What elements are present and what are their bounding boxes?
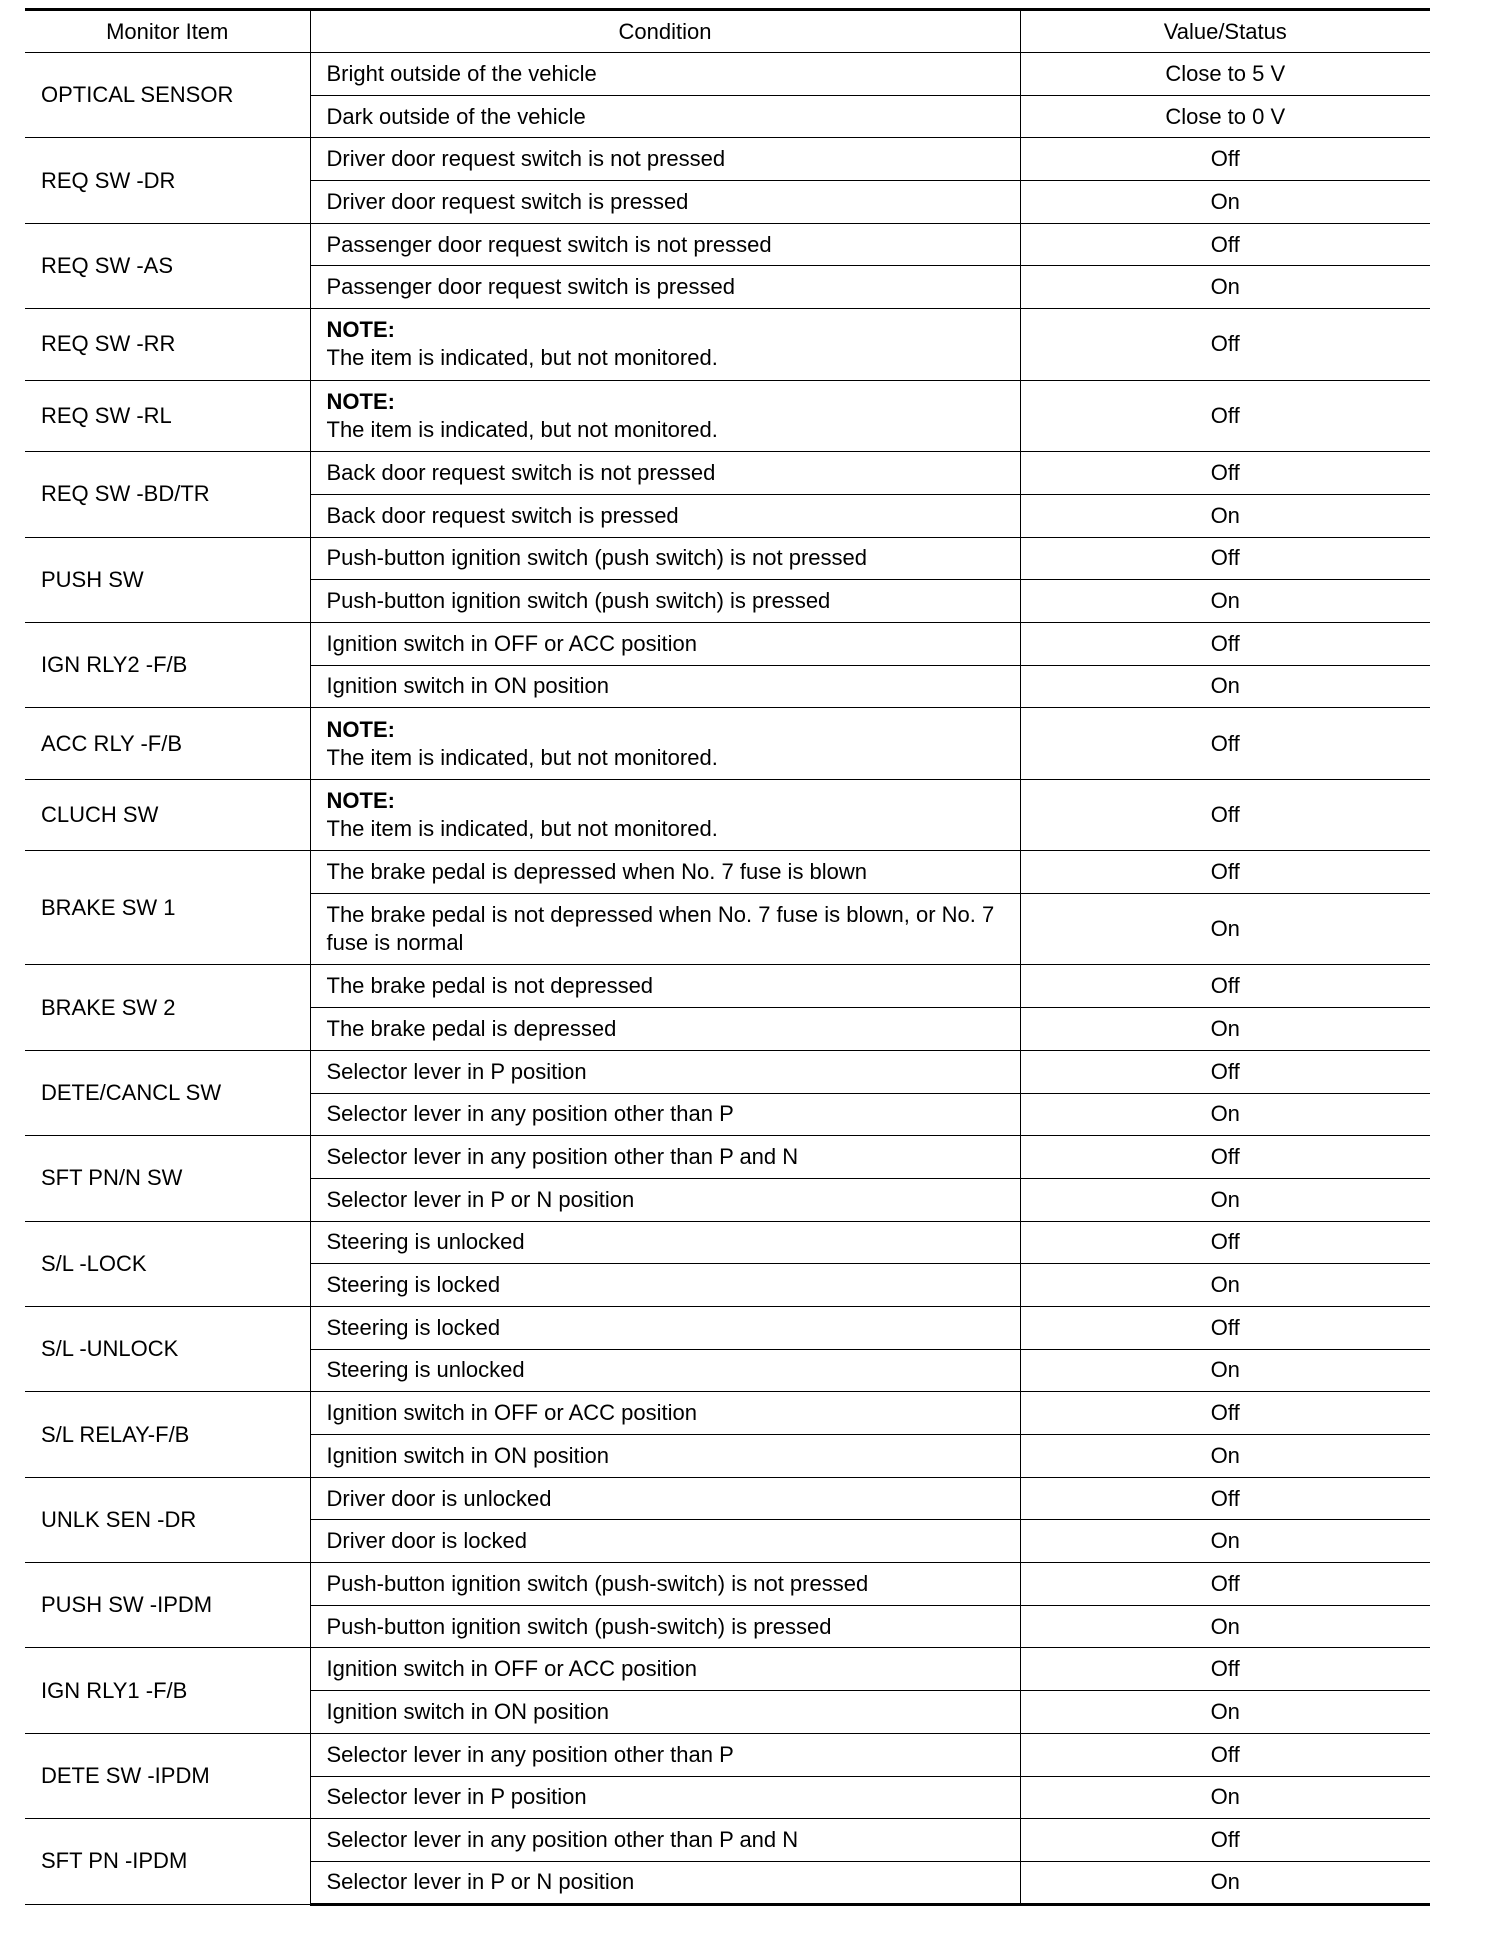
value-status-cell: On [1020,665,1430,708]
table-row [25,1392,1430,1435]
condition-cell: The brake pedal is not depressed when No. 7 fuse is blown, or No. 7 fuse is normal [310,893,1020,965]
table-row [25,138,1430,181]
value-status-cell: On [1020,1691,1430,1734]
table-row [25,1477,1430,1520]
value-status-cell: On [1020,580,1430,623]
value-status-cell: Off [1020,1648,1430,1691]
note-label: NOTE: [326,716,395,742]
condition-cell: Selector lever in any position other than P and N [310,1819,1020,1862]
monitor-item-cell: DETE/CANCL SW [25,1050,310,1135]
table-row [25,708,1430,780]
note-label: NOTE: [326,317,395,343]
value-status-cell: Off [1020,779,1430,851]
condition-cell: Push-button ignition switch (push switch) is not pressed [310,537,1020,580]
condition-cell: Steering is locked [310,1264,1020,1307]
monitor-item-cell: S/L -UNLOCK [25,1306,310,1391]
monitor-item-cell: ACC RLY -F/B [25,708,310,780]
condition-cell: Selector lever in any position other than P and N [310,1136,1020,1179]
value-status-cell: Off [1020,965,1430,1008]
condition-cell: Selector lever in any position other than P [310,1093,1020,1136]
monitor-item-cell: IGN RLY2 -F/B [25,622,310,707]
note-label: NOTE: [326,788,395,813]
note-text: The item is indicated, but not monitored. [326,345,718,371]
condition-cell: Ignition switch in ON position [310,1435,1020,1478]
table-row [25,1648,1430,1691]
monitor-item-cell: REQ SW -DR [25,138,310,223]
condition-cell: Selector lever in P or N position [310,1178,1020,1221]
table-row [25,1563,1430,1606]
condition-cell: Passenger door request switch is pressed [310,266,1020,309]
note-text: The item is indicated, but not monitored. [326,744,718,770]
value-status-cell: Off [1020,1221,1430,1264]
value-status-cell: On [1020,1520,1430,1563]
value-status-cell: Off [1020,1306,1430,1349]
condition-cell: Selector lever in any position other than P [310,1733,1020,1776]
value-status-cell: On [1020,893,1430,965]
monitor-item-cell: S/L RELAY-F/B [25,1392,310,1477]
value-status-cell: Off [1020,708,1430,780]
table-body [25,53,1430,1905]
table-row [25,309,1430,381]
monitor-item-cell: CLUCH SW [25,779,310,851]
monitor-item-cell: REQ SW -RR [25,309,310,381]
value-status-cell: Off [1020,1563,1430,1606]
condition-cell: Selector lever in P position [310,1776,1020,1819]
value-status-cell: Off [1020,851,1430,894]
condition-cell: Steering is unlocked [310,1349,1020,1392]
condition-cell: Ignition switch in OFF or ACC position [310,1648,1020,1691]
value-status-cell: On [1020,1349,1430,1392]
value-status-cell: Off [1020,537,1430,580]
value-status-cell: On [1020,1605,1430,1648]
condition-cell: Bright outside of the vehicle [310,53,1020,96]
condition-cell: Driver door request switch is not pressed [310,138,1020,181]
note-label: NOTE: [326,388,395,414]
value-status-cell: Off [1020,1733,1430,1776]
value-status-cell: Off [1020,452,1430,495]
header-value-status: Value/Status [1020,10,1430,53]
value-status-cell: Close to 5 V [1020,53,1430,96]
value-status-cell: Off [1020,1050,1430,1093]
monitor-item-cell: REQ SW -AS [25,223,310,308]
condition-cell: Push-button ignition switch (push-switch) is pressed [310,1605,1020,1648]
value-status-cell: On [1020,1264,1430,1307]
table-row [25,452,1430,495]
condition-cell: Push-button ignition switch (push-switch) is not pressed [310,1563,1020,1606]
value-status-cell: On [1020,266,1430,309]
table-row [25,1136,1430,1179]
condition-cell [310,309,1020,381]
monitor-item-cell: UNLK SEN -DR [25,1477,310,1562]
table-row [25,779,1430,851]
header-row [25,10,1430,53]
value-status-cell: On [1020,1776,1430,1819]
value-status-cell: Off [1020,309,1430,381]
condition-cell: The brake pedal is depressed when No. 7 fuse is blown [310,851,1020,894]
monitor-item-cell: S/L -LOCK [25,1221,310,1306]
condition-cell: Driver door request switch is pressed [310,181,1020,224]
value-status-cell: Off [1020,138,1430,181]
condition-cell: Passenger door request switch is not pressed [310,223,1020,266]
value-status-cell: On [1020,1008,1430,1051]
table-row [25,380,1430,452]
condition-cell [310,779,1020,851]
monitor-item-cell: IGN RLY1 -F/B [25,1648,310,1733]
table-row [25,965,1430,1008]
monitor-item-table [25,8,1430,1906]
table-header [25,10,1430,53]
condition-cell [310,708,1020,780]
monitor-item-cell: REQ SW -RL [25,380,310,452]
table-row [25,1050,1430,1093]
value-status-cell: Close to 0 V [1020,95,1430,138]
condition-cell: The brake pedal is not depressed [310,965,1020,1008]
monitor-item-cell: SFT PN -IPDM [25,1819,310,1904]
table-row [25,1733,1430,1776]
monitor-item-cell: BRAKE SW 1 [25,851,310,965]
table-row [25,1221,1430,1264]
condition-cell: Ignition switch in ON position [310,1691,1020,1734]
value-status-cell: Off [1020,1819,1430,1862]
condition-cell [310,380,1020,452]
condition-cell: Dark outside of the vehicle [310,95,1020,138]
monitor-item-cell: BRAKE SW 2 [25,965,310,1050]
header-monitor-item: Monitor Item [25,10,310,53]
value-status-cell: Off [1020,1136,1430,1179]
monitor-item-cell: OPTICAL SENSOR [25,53,310,138]
condition-cell: Selector lever in P or N position [310,1861,1020,1904]
condition-cell: The brake pedal is depressed [310,1008,1020,1051]
condition-cell: Back door request switch is pressed [310,494,1020,537]
condition-cell: Selector lever in P position [310,1050,1020,1093]
condition-cell: Back door request switch is not pressed [310,452,1020,495]
condition-cell: Driver door is locked [310,1520,1020,1563]
monitor-item-cell: REQ SW -BD/TR [25,452,310,537]
value-status-cell: On [1020,181,1430,224]
value-status-cell: Off [1020,1477,1430,1520]
table-row [25,537,1430,580]
condition-cell: Driver door is unlocked [310,1477,1020,1520]
condition-cell: Ignition switch in ON position [310,665,1020,708]
table-row [25,1306,1430,1349]
monitor-item-cell: PUSH SW -IPDM [25,1563,310,1648]
note-text: The item is indicated, but not monitored. [326,816,718,841]
condition-cell: Ignition switch in OFF or ACC position [310,622,1020,665]
table-row [25,53,1430,96]
monitor-item-cell: DETE SW -IPDM [25,1733,310,1818]
table-row [25,851,1430,894]
condition-cell: Ignition switch in OFF or ACC position [310,1392,1020,1435]
value-status-cell: On [1020,1093,1430,1136]
condition-cell: Push-button ignition switch (push switch) is pressed [310,580,1020,623]
condition-cell: Steering is unlocked [310,1221,1020,1264]
value-status-cell: Off [1020,223,1430,266]
value-status-cell: Off [1020,1392,1430,1435]
value-status-cell: Off [1020,380,1430,452]
value-status-cell: On [1020,494,1430,537]
condition-cell: Steering is locked [310,1306,1020,1349]
monitor-item-cell: SFT PN/N SW [25,1136,310,1221]
value-status-cell: On [1020,1178,1430,1221]
value-status-cell: Off [1020,622,1430,665]
monitor-item-cell: PUSH SW [25,537,310,622]
table-row [25,223,1430,266]
header-condition: Condition [310,10,1020,53]
table-row [25,622,1430,665]
value-status-cell: On [1020,1435,1430,1478]
value-status-cell: On [1020,1861,1430,1904]
note-text: The item is indicated, but not monitored. [326,416,718,442]
table-row [25,1819,1430,1862]
